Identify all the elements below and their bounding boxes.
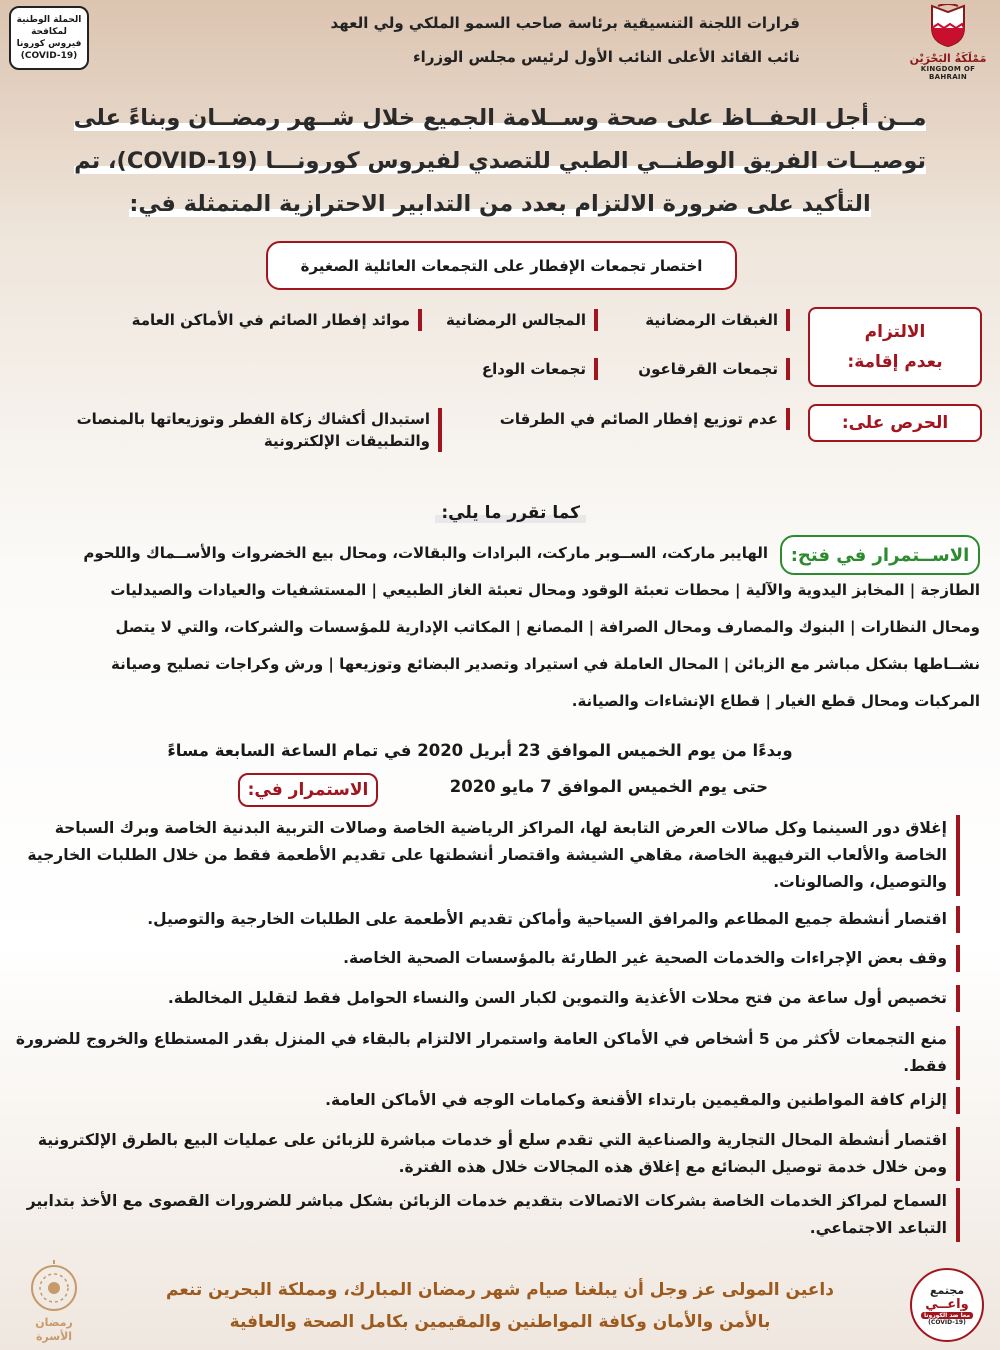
society-line3: معاً ضد الكورونا (921, 1312, 973, 1319)
ramadan-family-logo (14, 1260, 94, 1344)
shops-line: ومحال النظارات | البنوك والمصارف ومحال الصرافة | المصانع | المكاتب الإدارية للمؤسسات والشركات، والتي لا يتصل (115, 618, 980, 636)
campaign-badge-line: لمكافحة (31, 27, 67, 37)
crest-english-name: KINGDOM OF BAHRAIN (920, 65, 976, 81)
commitment-item: الغبقات الرمضانية (645, 309, 790, 331)
ramadan-logo-line1: رمضان (35, 1316, 73, 1329)
campaign-badge-line: فيروس كورونا (16, 39, 82, 49)
ramadan-logo-line2: الأسرة (35, 1330, 73, 1343)
footer-line2: بالأمن والأمان وكافة المواطنين والمقيمين بكامل الصحة والعافية (229, 1312, 771, 1332)
continue-in-label: الاستمرار في: (238, 773, 378, 807)
measure-item: وقف بعض الإجراءات والخدمات الصحية غير الطارئة بالمؤسسات الصحية الخاصة. (7, 945, 960, 972)
society-line2: واعــي (925, 1297, 969, 1312)
campaign-badge-line: الحملة الوطنية (16, 15, 82, 25)
care-item: استبدال أكشاك زكاة الفطر وتوزيعاتها بالمنصات والتطبيقات الإلكترونية (38, 408, 442, 452)
crest-icon (928, 4, 968, 48)
continue-open-label: الاســتمرار في فتح: (780, 535, 980, 575)
lantern-pattern-icon (14, 1260, 94, 1312)
family-gatherings-pill: اختصار تجمعات الإفطار على التجمعات العائلية الصغيرة (266, 241, 737, 290)
footer-prayer (130, 1274, 870, 1338)
measure-item: اقتصار أنشطة المحال التجارية والصناعية التي تقدم سلع أو خدمات مباشرة للزبائن على عمليات البيع بالطرق الإلكترونية ومن خلال خدمة توصيل البضائع مع إغلاق هذه المجالات خلال هذه الفترة. (7, 1127, 960, 1181)
measure-item: إغلاق دور السينما وكل صالات العرض التابعة لها، المراكز الرياضية الخاصة وصالات التربية البدنية الخاصة وبرك السباحة الخاصة والألعاب الترفيهية الخاصة، مقاهي الشيشة واقتصار أنشطتها على تقديم الأطعمة فقط من خلال الطلبات الخارجية والتوصيل، والصالونات. (7, 815, 960, 896)
commitment-item: المجالس الرمضانية (446, 309, 598, 331)
intro-line: مــن أجل الحفــاظ على صحة وســلامة الجميع خلال شــهر رمضــان وبناءً على (73, 105, 927, 131)
measure-item: اقتصار أنشطة جميع المطاعم والمرافق السياحية وأماكن تقديم الأطعمة على الطلبات الخارجية والتوصيل. (7, 906, 960, 933)
shops-line: نشــاطها بشكل مباشر مع الزبائن | المحال العاملة في استيراد وتصدير البضائع وتوزيعها | ورش وكراجات تصليح وصيانة (111, 655, 980, 673)
society-line4: (COVID-19) (928, 1319, 966, 1326)
care-item: عدم توزيع إفطار الصائم في الطرقات (500, 408, 790, 430)
crest-arabic-name: مَمْلَكَةُ البَحْرَيْن (909, 52, 987, 65)
campaign-badge-line: (COVID-19) (20, 51, 78, 61)
intro-paragraph (20, 97, 980, 226)
commitment-item: موائد إفطار الصائم في الأماكن العامة (132, 309, 422, 331)
header-title-line2: نائب القائد الأعلى النائب الأول لرئيس مجلس الوزراء (413, 48, 800, 66)
shops-line: المركبات ومحال قطع الغيار | قطاع الإنشاءات والصيانة. (571, 692, 980, 710)
commitment-item: تجمعات القرقاعون (638, 358, 790, 380)
end-date-line: حتى يوم الخميس الموافق 7 مايو 2020 (449, 777, 768, 796)
start-date-line: وبدءًا من يوم الخميس الموافق 23 أبريل 2020 في تمام الساعة السابعة مساءً (167, 741, 793, 760)
bahrain-crest (906, 4, 990, 81)
shops-line: الطازجة | المخابز اليدوية والآلية | محطات تعبئة الوقود ومحال تعبئة الغاز الطبيعي | المستشفيات والعيادات والصيدليات (110, 581, 980, 599)
header-title-line1: قرارات اللجنة التنسيقية برئاسة صاحب السمو الملكي ولي العهد (330, 14, 800, 32)
decided-heading (435, 503, 586, 523)
commitment-label-line2: بعدم إقامة: (847, 352, 943, 372)
measure-item: تخصيص أول ساعة من فتح محلات الأغذية والتموين لكبار السن والنساء الحوامل فقط لتقليل المخالطة. (7, 985, 960, 1012)
commitment-label (808, 307, 982, 387)
decided-heading-text: كما تقرر ما يلي: (435, 503, 586, 523)
aware-society-badge (910, 1268, 984, 1342)
commitment-item: تجمعات الوداع (482, 358, 598, 380)
commitment-label-line1: الالتزام (864, 322, 926, 342)
measure-item: منع التجمعات لأكثر من 5 أشخاص في الأماكن العامة واستمرار الالتزام بالبقاء في المنزل بقدر المستطاع والخروج للضرورة فقط. (7, 1026, 960, 1080)
measure-item: إلزام كافة المواطنين والمقيمين بارتداء الأقنعة وكمامات الوجه في الأماكن العامة. (7, 1087, 960, 1114)
shops-line: الهايبر ماركت، الســوبر ماركت، البرادات والبقالات، ومحال بيع الخضروات والأســماك واللحوم (83, 544, 768, 562)
campaign-badge (9, 6, 89, 70)
footer-line1: داعين المولى عز وجل أن يبلغنا صيام شهر رمضان المبارك، ومملكة البحرين تنعم (166, 1280, 834, 1300)
care-label: الحرص على: (808, 404, 982, 442)
society-line1: مجتمع (929, 1284, 965, 1297)
intro-line: التأكيد على ضرورة الالتزام بعدد من التدابير الاحترازية المتمثلة في: (129, 191, 871, 217)
measure-item: السماح لمراكز الخدمات الخاصة بشركات الاتصالات بتقديم خدمات الزبائن بشكل مباشر للضرورات القصوى مع الأخذ بتدابير التباعد الاجتماعي. (7, 1188, 960, 1242)
intro-line: توصيــات الفريق الوطنــي الطبي للتصدي لفيروس كورونـــا (COVID-19)، تم (74, 148, 926, 174)
